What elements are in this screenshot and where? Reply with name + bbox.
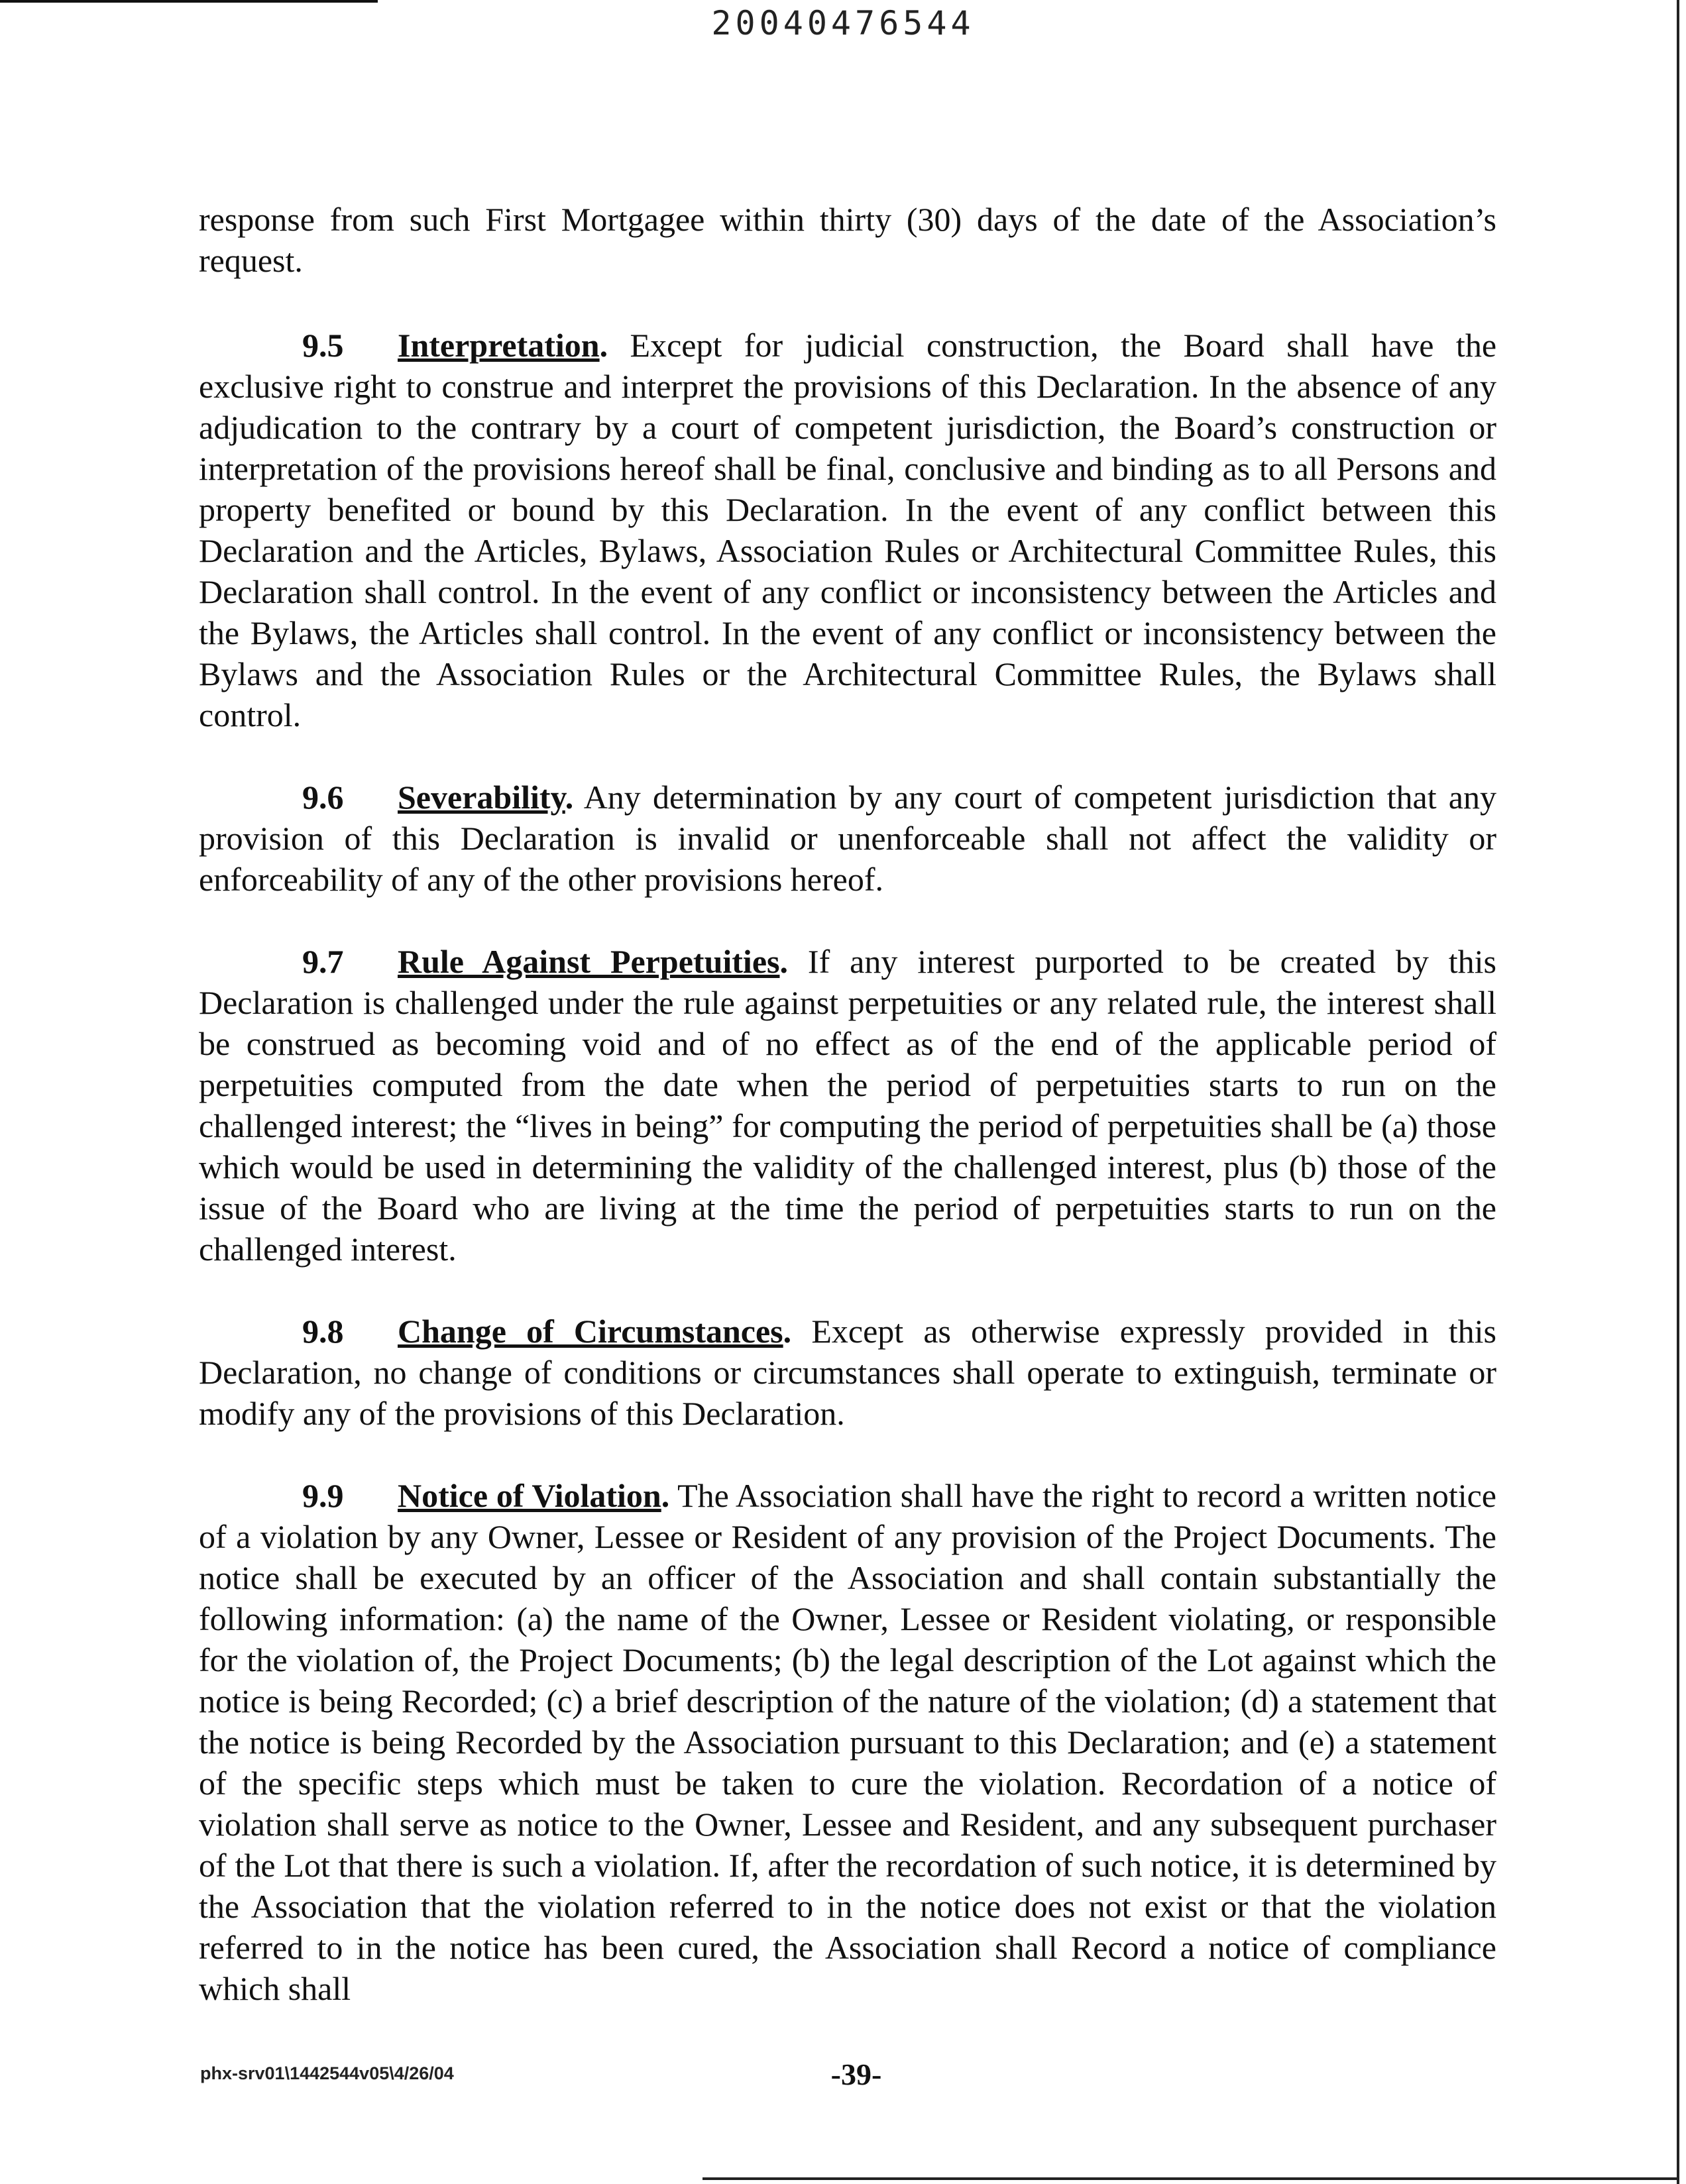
section-text: Except as otherwise expressly provided in this Declaration, no change of conditions or circumstances shall operate to extinguish, terminate or modify any of the provisions of this Declaration.: [199, 1313, 1496, 1432]
section-title: Severability: [398, 779, 565, 816]
section-number: 9.9: [302, 1477, 344, 1514]
section-number: 9.7: [302, 943, 344, 980]
section-9-6: 9.6 Severability. Any determination by any court of competent jurisdiction that any provision of this Declaration is invalid or unenforceable shall not affect the validity or enforceability of any of the other provisions hereof.: [199, 777, 1496, 900]
section-text: Except for judicial construction, the Board shall have the exclusive right to construe and interpret the provisions of this Declaration. In the absence of any adjudication to the contrary by a court of competent jurisdiction, the Board’s construction or interpretation of the provisions hereof shall be final, conclusive and binding as to all Persons and property benefited or bound by this Declaration. In the event of any conflict between this Declaration and the Articles, Bylaws, Association Rules or Architectural Committee Rules, this Declaration shall control. In the event of any conflict or inconsistency between the Articles and the Bylaws, the Articles shall control. In the event of any conflict or inconsistency between the Bylaws and the Association Rules or the Architectural Committee Rules, the Bylaws shall control.: [199, 327, 1497, 734]
section-title: Interpretation: [398, 327, 600, 364]
section-9-5: 9.5 Interpretation. Except for judicial construction, the Board shall have the exclusive right to construe and interpret the provisions of this Declaration. In the absence of any adjudication to the contrary by a court of competent jurisdiction, the Board’s construction or interpretation of the provisions hereof shall be final, conclusive and binding as to all Persons and property benefited or bound by this Declaration. In the event of any conflict between this Declaration and the Articles, Bylaws, Association Rules or Architectural Committee Rules, this Declaration shall control. In the event of any conflict or inconsistency between the Articles and the Bylaws, the Articles shall control. In the event of any conflict or inconsistency between the Bylaws and the Association Rules or the Architectural Committee Rules, the Bylaws shall control.: [199, 325, 1496, 736]
section-title: Notice of Violation: [398, 1477, 661, 1514]
section-number: 9.6: [302, 779, 344, 816]
section-9-7: 9.7 Rule Against Perpetuities. If any interest purported to be created by this Declaration is challenged under the rule against perpetuities or any related rule, the interest shall be construed as becoming void and of no effect as of the end of the applicable period of perpetuities computed from the date when the period of perpetuities starts to run on the challenged interest; the “lives in being” for computing the period of perpetuities shall be (a) those which would be used in determining the validity of the challenged interest, plus (b) those of the issue of the Board who are living at the time the period of perpetuities starts to run on the challenged interest.: [199, 941, 1496, 1270]
bottom-scan-rule: [702, 2177, 1677, 2180]
section-text: If any interest purported to be created by this Declaration is challenged under the rule against perpetuities or any related rule, the interest shall be construed as becoming void and of no effect as of the end of the applicable period of perpetuities computed from the date when the period of perpetuities starts to run on the challenged interest; the “lives in being” for computing the period of perpetuities shall be (a) those which would be used in determining the validity of the challenged interest, plus (b) those of the issue of the Board who are living at the time the period of perpetuities starts to run on the challenged interest.: [199, 943, 1497, 1268]
page-number: -39-: [830, 2057, 882, 2091]
section-text: Any determination by any court of competent jurisdiction that any provision of this Declaration is invalid or unenforceable shall not affect the validity or enforceability of any of the other provisions hereof.: [199, 779, 1496, 898]
document-number: 20040476544: [711, 4, 975, 42]
section-title: Rule Against Perpetuities: [398, 943, 780, 980]
continuation-paragraph: response from such First Mortgagee within thirty (30) days of the date of the Association’s request.: [199, 201, 1496, 279]
section-9-8: 9.8 Change of Circumstances. Except as otherwise expressly provided in this Declaration, no change of conditions or circumstances shall operate to extinguish, terminate or modify any of the provisions of this Declaration.: [199, 1311, 1496, 1434]
right-scan-rule: [1677, 0, 1679, 2184]
section-title: Change of Circumstances: [398, 1313, 783, 1350]
section-number: 9.5: [302, 327, 344, 364]
footer-file-id: phx-srv01\1442544v05\4/26/04: [200, 2063, 454, 2083]
top-scan-rule: [0, 0, 378, 3]
section-number: 9.8: [302, 1313, 344, 1350]
section-9-9: 9.9 Notice of Violation. The Association shall have the right to record a written notice of a violation by any Owner, Lessee or Resident of any provision of the Project Documents. The notice shall be executed by an officer of the Association and shall contain substantially the following information: (a) the name of the Owner, Lessee or Resident violating, or responsible for the violation of, the Project Documents; (b) the legal description of the Lot against which the notice is being Recorded; (c) a brief description of the nature of the violation; (d) a statement that the notice is being Recorded by the Association pursuant to this Declaration; and (e) a statement of the specific steps which must be taken to cure the violation. Recordation of a notice of violation shall serve as notice to the Owner, Lessee and Resident, and any subsequent purchaser of the Lot that there is such a violation. If, after the recordation of such notice, it is determined by the Association that the violation referred to in the notice does not exist or that the violation referred to in the notice has been cured, the Association shall Record a notice of compliance which shall: [199, 1475, 1496, 2009]
document-body: [199, 199, 1496, 2050]
section-text: The Association shall have the right to record a written notice of a violation by any Owner, Lessee or Resident of any provision of the Project Documents. The notice shall be executed by an officer of the Association and shall contain substantially the following information: (a) the name of the Owner, Lessee or Resident violating, or responsible for the violation of, the Project Documents; (b) the legal description of the Lot against which the notice is being Recorded; (c) a brief description of the nature of the violation; (d) a statement that the notice is being Recorded by the Association pursuant to this Declaration; and (e) a statement of the specific steps which must be taken to cure the violation. Recordation of a notice of violation shall serve as notice to the Owner, Lessee and Resident, and any subsequent purchaser of the Lot that there is such a violation. If, after the recordation of such notice, it is determined by the Association that the violation referred to in the notice does not exist or that the violation referred to in the notice has been cured, the Association shall Record a notice of compliance which shall: [199, 1477, 1496, 2007]
